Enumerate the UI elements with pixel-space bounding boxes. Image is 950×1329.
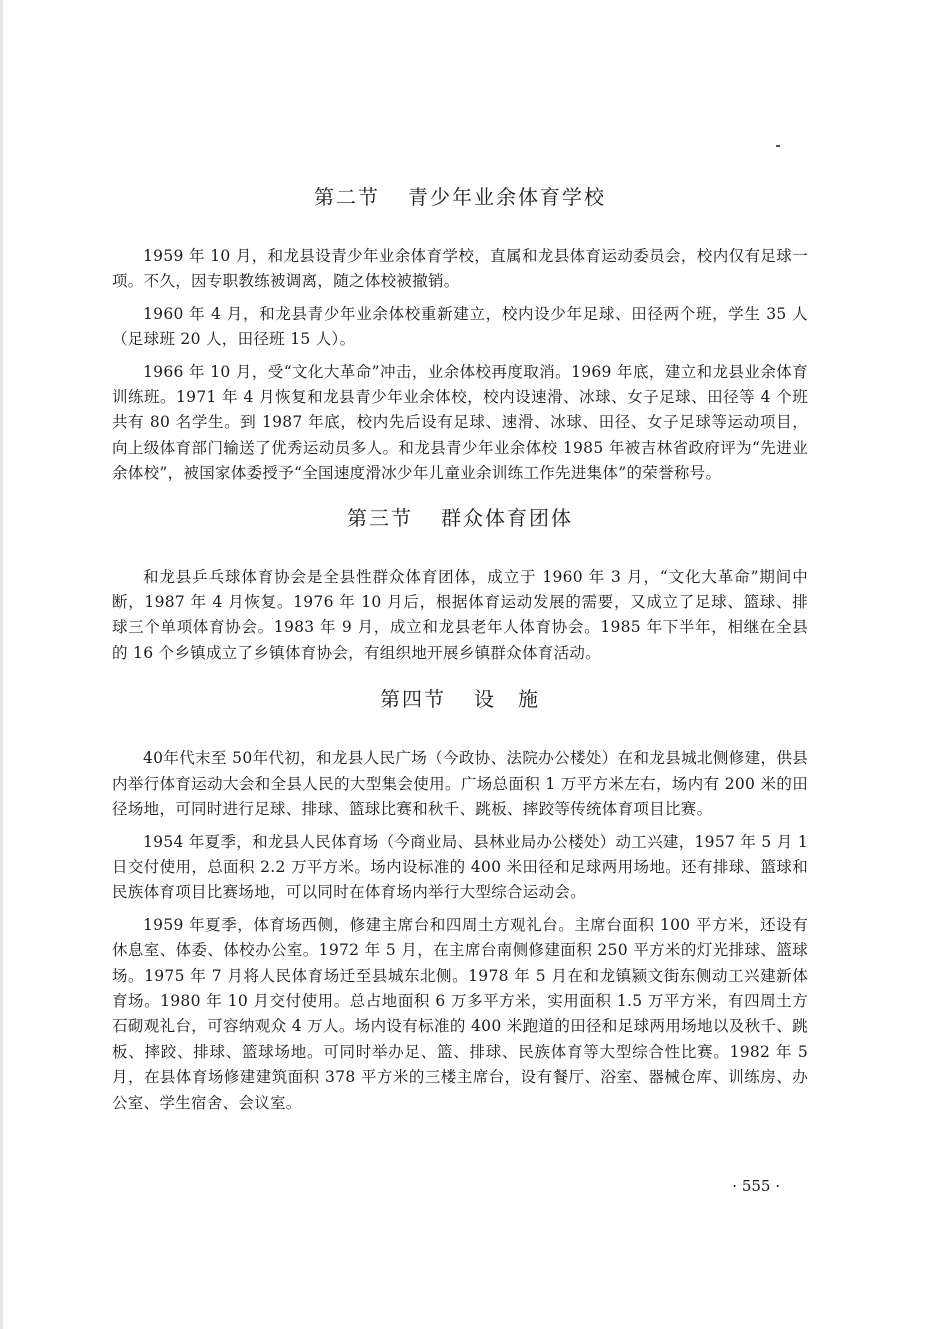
section-title: 群众体育团体 (441, 505, 573, 530)
paragraph: 40年代末至 50年代初，和龙县人民广场（今政协、法院办公楼处）在和龙县城北侧修建，供县内举行体育运动大会和全县人民的大型集会使用。广场总面积 1 万平方米左右，场内有 200 米的田径场地，可同时进行足球、排球、篮球比赛和秋千、跳板、摔跤等传统体育项目比赛。 (112, 749, 808, 819)
page-number: · 555 · (732, 1177, 780, 1195)
paragraph: 1966 年 10 月，受“文化大革命”冲击，业余体校再度取消。1969 年底，建立和龙县业余体育训练班。1971 年 4 月恢复和龙县青少年业余体校，校内设速滑、冰球、女子足球、田径等 4 个班共有 80 名学生。到 1987 年底，校内先后设有足球、速滑、冰球、田径、女子足球等运动项目，向上级体育部门输送了优秀运动员多人。和龙县青少年业余体校 1985 年被吉林省政府评为“先进业余体校”，被国家体委授予“全国速度滑冰少年儿童业余训练工作先进集体”的荣誉称号。 (112, 362, 808, 483)
section-number: 第三节 (347, 505, 413, 530)
section-heading-3 (112, 501, 808, 535)
scan-mark (776, 145, 780, 147)
text-column (112, 170, 808, 1123)
paragraph: 1959 年夏季，体育场西侧，修建主席台和四周土方观礼台。主席台面积 100 平方米，还设有休息室、体委、体校办公室。1972 年 5 月，在主席台南侧修建面积 250 平方米的灯光排球、篮球场。1975 年 7 月将人民体育场迁至县城东北侧。1978 年 5 月在和龙镇颍文街东侧动工兴建新体育场。1980 年 10 月交付使用。总占地面积 6 万多平方米，实用面积 1.5 万平方米，有四周土方石砌观礼台，可容纳观众 4 万人。场内设有标准的 400 米跑道的田径和足球两用场地以及秋千、跳板、摔跤、排球、篮球场地。可同时举办足、篮、排球、民族体育等大型综合性比赛。1982 年 5 月，在县体育场修建建筑面积 378 平方米的三楼主席台，设有餐厅、浴室、器械仓库、训练房、办公室、学生宿舍、会议室。 (112, 915, 808, 1112)
section-heading-4 (112, 682, 808, 716)
paragraph: 1960 年 4 月，和龙县青少年业余体校重新建立，校内设少年足球、田径两个班，学生 35 人（足球班 20 人，田径班 15 人）。 (112, 304, 808, 349)
section-number: 第四节 (380, 687, 446, 712)
paragraph: 和龙县乒乓球体育协会是全县性群众体育团体，成立于 1960 年 3 月，“文化大革命”期间中断，1987 年 4 月恢复。1976 年 10 月后，根据体育运动发展的需要，又成立了足球、篮球、排球三个单项体育协会。1983 年 9 月，成立和龙县老年人体育协会。1985 年下半年，相继在全县的 16 个乡镇成立了乡镇体育协会，有组织地开展乡镇群众体育活动。 (112, 567, 808, 662)
paragraph: 1959 年 10 月，和龙县设青少年业余体育学校，直属和龙县体育运动委员会，校内仅有足球一项。不久，因专职教练被调离，随之体校被撤销。 (112, 247, 808, 291)
section-title: 青少年业余体育学校 (408, 185, 606, 209)
paragraph: 1954 年夏季，和龙县人民体育场（今商业局、县林业局办公楼处）动工兴建，1957 年 5 月 1 日交付使用，总面积 2.2 万平方米。场内设标准的 400 米田径和足球两用场地。还有排球、篮球和民族体育项目比赛场地，可以同时在体育场内举行大型综合运动会。 (112, 832, 808, 902)
section-title: 设 施 (474, 687, 540, 712)
section-number: 第二节 (314, 185, 380, 209)
section-heading-2 (112, 180, 808, 214)
scan-edge (0, 0, 3, 1329)
